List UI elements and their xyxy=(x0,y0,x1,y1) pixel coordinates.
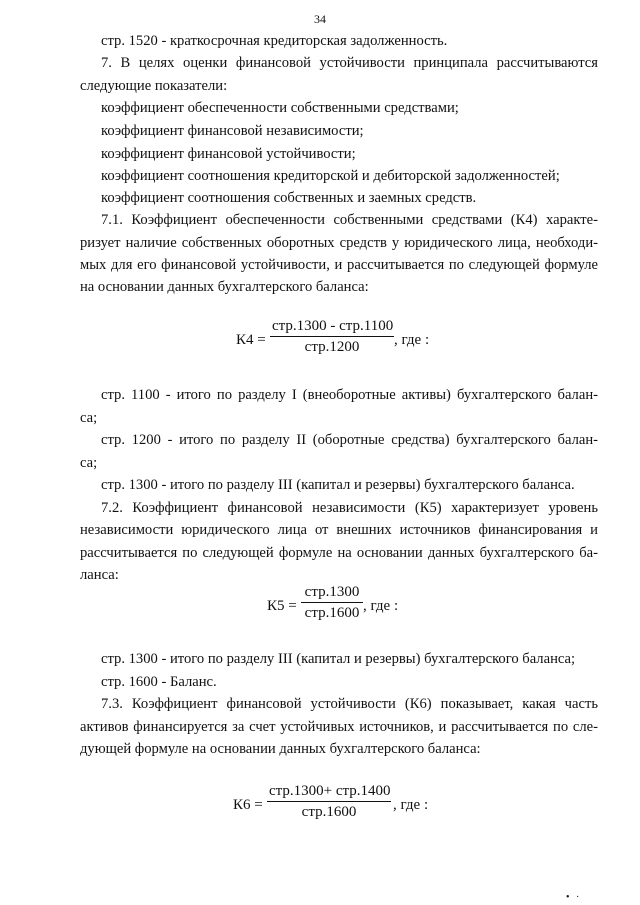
text-line: 7. В целях оценки финансовой устойчивости принципала рассчитываются xyxy=(101,55,598,71)
text-line: следующие показатели: xyxy=(80,78,228,94)
formula-denominator: стр.1200 xyxy=(304,339,360,355)
formula-lhs: К6 = xyxy=(233,797,263,813)
text-line: стр. 1300 - итого по разделу III (капитал и резервы) бухгалтерского баланса. xyxy=(101,477,575,493)
text-line: независимости юридического лица от внешних источников финансирования и xyxy=(80,522,598,538)
list-item: коэффициент обеспеченности собственными средствами; xyxy=(101,100,459,116)
text-line: рассчитывается по следующей формуле на основании данных бухгалтерского ба- xyxy=(80,545,598,561)
text-line: стр. 1300 - итого по разделу III (капитал и резервы) бухгалтерского баланса; xyxy=(101,651,576,667)
formula-fraction xyxy=(301,584,363,622)
list-item: коэффициент финансовой устойчивости; xyxy=(101,146,356,162)
formula-tail: , где : xyxy=(393,797,429,813)
formula-lhs: К4 = xyxy=(236,332,266,348)
text-line: стр. 1520 - краткосрочная кредиторская задолженность. xyxy=(101,33,448,49)
text-line: 7.2. Коэффициент финансовой независимости (К5) характеризует уровень xyxy=(101,500,598,516)
list-item: коэффициент соотношения кредиторской и дебиторской задолженностей; xyxy=(101,168,560,184)
text-line: активов финансируется за счет устойчивых источников, и рассчитывается по сле- xyxy=(80,719,598,735)
formula-numerator: стр.1300+ стр.1400 xyxy=(267,783,391,802)
list-item: коэффициент финансовой независимости; xyxy=(101,123,364,139)
formula-k6 xyxy=(233,783,443,823)
list-item: коэффициент соотношения собственных и заемных средств. xyxy=(101,190,477,206)
text-line: дующей формуле на основании данных бухгалтерского баланса: xyxy=(80,741,481,757)
text-line: са; xyxy=(80,410,98,426)
page-number: 34 xyxy=(314,12,326,26)
text-line: мых для его финансовой устойчивости, и рассчитывается по следующей формуле xyxy=(80,257,598,273)
text-line: стр. 1600 - Баланс. xyxy=(101,674,217,690)
text-line: са; xyxy=(80,455,98,471)
formula-lhs: К5 = xyxy=(267,598,297,614)
formula-tail: , где : xyxy=(363,598,399,614)
formula-fraction xyxy=(270,318,394,356)
formula-denominator: стр.1600 xyxy=(301,804,357,820)
formula-k5 xyxy=(267,584,417,624)
text-line: стр. 1100 - итого по разделу I (внеоборотные активы) бухгалтерского балан- xyxy=(101,387,598,403)
text-line: 7.3. Коэффициент финансовой устойчивости (К6) показывает, какая часть xyxy=(101,696,598,712)
text-line: на основании данных бухгалтерского баланса: xyxy=(80,279,369,295)
formula-numerator: стр.1300 xyxy=(301,584,363,603)
formula-numerator: стр.1300 - стр.1100 xyxy=(270,318,394,337)
text-line: стр. 1200 - итого по разделу II (оборотные средства) бухгалтерского балан- xyxy=(101,432,598,448)
corner-mark: • · xyxy=(566,892,582,903)
formula-tail: , где : xyxy=(394,332,430,348)
formula-denominator: стр.1600 xyxy=(304,605,360,621)
text-line: 7.1. Коэффициент обеспеченности собственными средствами (К4) характе- xyxy=(101,212,598,228)
text-line: ризует наличие собственных оборотных средств у юридического лица, необходи- xyxy=(80,235,598,251)
text-line: ланса: xyxy=(80,567,119,583)
formula-k4 xyxy=(236,318,436,358)
formula-fraction xyxy=(267,783,391,821)
